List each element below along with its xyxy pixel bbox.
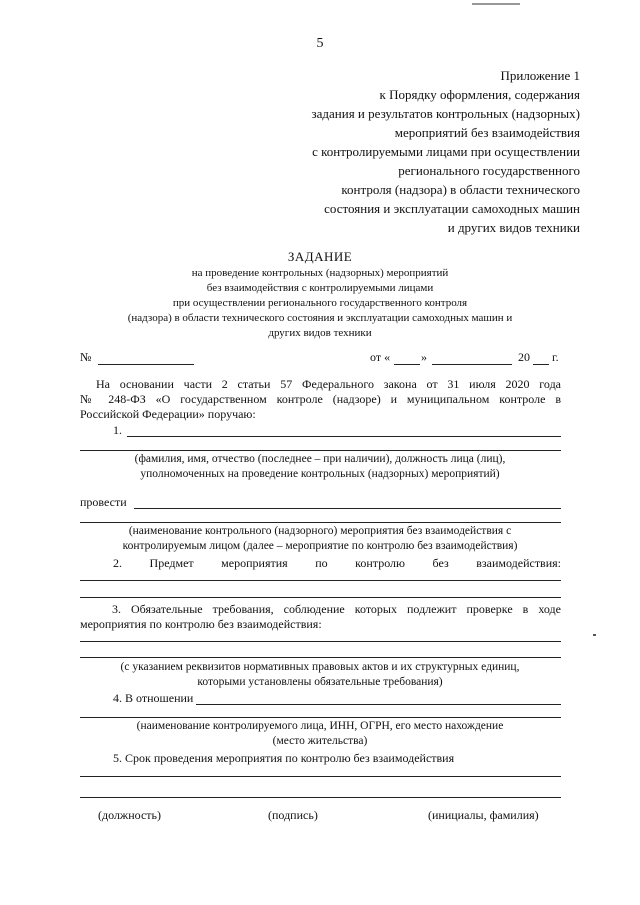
appendix-line: и других видов техники	[447, 220, 580, 235]
document-subtitle	[70, 266, 570, 341]
subtitle-line: других видов техники	[268, 327, 372, 339]
appendix-line: с контролируемыми лицами при осуществлении	[312, 144, 580, 159]
conduct-label: провести	[80, 495, 127, 509]
appendix-line: контроля (надзора) в области технического	[341, 182, 580, 197]
item1-field-line2[interactable]	[80, 450, 561, 451]
year-suffix: г.	[552, 350, 559, 364]
item1-field[interactable]	[127, 436, 561, 437]
item3-line: мероприятия по контролю без взаимодействия:	[80, 617, 322, 631]
appendix-line: мероприятий без взаимодействия	[394, 125, 580, 140]
conduct-field[interactable]	[134, 508, 561, 509]
caption-line: уполномоченных на проведение контрольных (надзорных) мероприятий)	[140, 468, 500, 480]
year-prefix: 20	[518, 350, 530, 364]
date-quote-close: »	[421, 350, 427, 364]
caption-line: (с указанием реквизитов нормативных правовых актов и их структурных единиц,	[120, 661, 520, 673]
item3-line: 3. Обязательные требования, соблюдение которых подлежит проверке в ходе	[112, 602, 561, 616]
caption-line: (наименование контролируемого лица, ИНН, ОГРН, его место нахождение	[136, 720, 504, 732]
conduct-field-line2[interactable]	[80, 522, 561, 523]
item4-field-line2[interactable]	[80, 717, 561, 718]
basis-line: № 248-ФЗ «О государственном контроле (надзоре) и муниципальном контроле в	[80, 392, 561, 406]
appendix-line: регионального государственного	[398, 163, 580, 178]
appendix-line: Приложение 1	[500, 68, 580, 83]
number-field[interactable]	[98, 364, 194, 365]
appendix-line: задания и результатов контрольных (надзорных)	[311, 106, 580, 121]
caption-responsible-persons	[80, 452, 560, 482]
month-field[interactable]	[432, 364, 512, 365]
item3-field-line2[interactable]	[80, 657, 561, 658]
item1-label: 1.	[113, 423, 122, 437]
scan-artifact	[472, 3, 520, 5]
page-number: 5	[316, 36, 324, 51]
item2-field[interactable]	[80, 580, 561, 581]
basis-line: Российской Федерации» поручаю:	[80, 407, 256, 421]
caption-controlled-entity	[80, 719, 560, 749]
appendix-line: к Порядку оформления, содержания	[379, 87, 580, 102]
item3-field[interactable]	[80, 641, 561, 642]
signature-line[interactable]	[80, 797, 561, 798]
basis-paragraph	[80, 377, 561, 422]
date-from-label: от «	[370, 350, 391, 364]
signature-position-label: (должность)	[98, 808, 161, 822]
day-field[interactable]	[394, 364, 420, 365]
signature-name-label: (инициалы, фамилия)	[428, 808, 539, 822]
item3-requirements	[80, 602, 561, 632]
item4-label: 4. В отношении	[113, 691, 194, 705]
subtitle-line: на проведение контрольных (надзорных) мероприятий	[191, 267, 449, 279]
item5-duration: 5. Срок проведения мероприятия по контролю без взаимодействия	[113, 751, 455, 765]
number-date-row	[80, 350, 560, 366]
caption-line: контролируемым лицом (далее – мероприятие по контролю без взаимодействия)	[122, 540, 518, 552]
item2-subject: 2. Предмет мероприятия по контролю без взаимодействия:	[113, 556, 561, 570]
subtitle-line: без взаимодействия с контролируемыми лицами	[206, 282, 434, 294]
scan-artifact	[593, 634, 596, 636]
caption-line: которыми установлены обязательные требования)	[197, 676, 443, 688]
appendix-line: состояния и эксплуатации самоходных машин	[324, 201, 580, 216]
subtitle-line: при осуществлении регионального государственного контроля	[172, 297, 468, 309]
number-label: №	[80, 350, 92, 364]
appendix-header	[250, 66, 580, 237]
caption-line: (место жительства)	[272, 735, 368, 747]
document-title: ЗАДАНИЕ	[287, 249, 353, 264]
item5-field[interactable]	[80, 776, 561, 777]
signature-sign-label: (подпись)	[268, 808, 318, 822]
item2-field-line2[interactable]	[80, 597, 561, 598]
subtitle-line: (надзора) в области технического состояния и эксплуатации самоходных машин и	[127, 312, 513, 324]
basis-line: На основании части 2 статьи 57 Федерального закона от 31 июля 2020 года	[96, 377, 561, 391]
caption-line: (наименование контрольного (надзорного) мероприятия без взаимодействия с	[128, 525, 512, 537]
caption-activity-name	[80, 524, 560, 554]
item4-field[interactable]	[196, 704, 561, 705]
caption-line: (фамилия, имя, отчество (последнее – при наличии), должность лица (лиц),	[134, 453, 506, 465]
caption-legal-acts	[80, 660, 560, 690]
year-field[interactable]	[533, 364, 549, 365]
